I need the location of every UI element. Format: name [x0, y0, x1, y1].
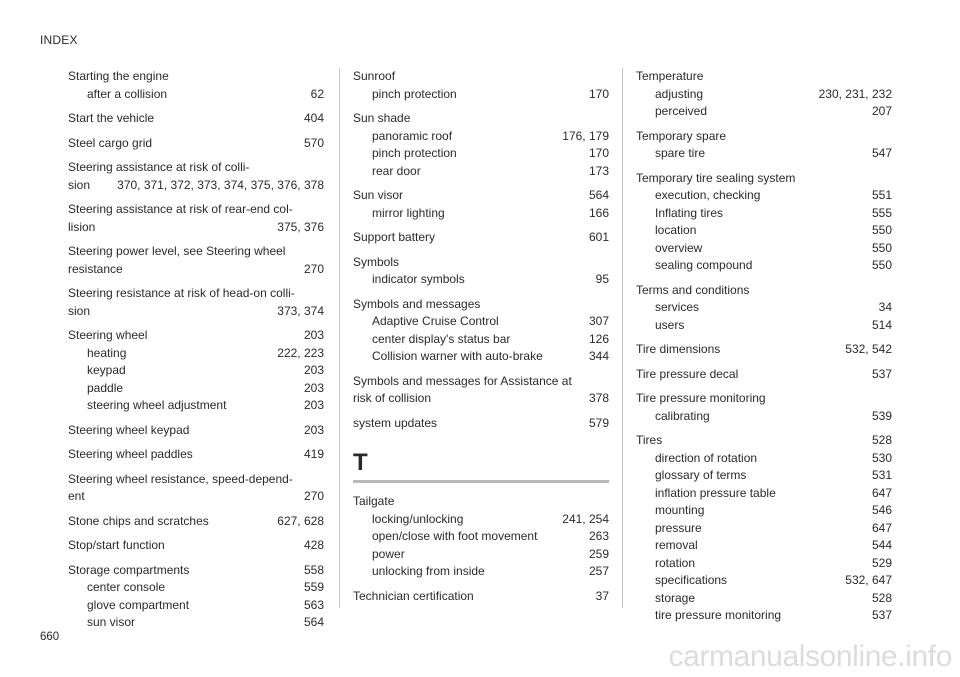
- sub-entry-page-ref[interactable]: 126: [588, 331, 609, 346]
- sub-entry-row: [353, 511, 609, 529]
- entry-row: [353, 68, 609, 86]
- entry-row: [636, 128, 892, 146]
- sub-entry-row: [636, 86, 892, 104]
- sub-entry-page-ref[interactable]: 564: [303, 615, 324, 629]
- entry-row: [636, 390, 892, 408]
- sub-entry-row: [636, 145, 892, 163]
- sub-entry-term: after a collision: [87, 86, 168, 101]
- sub-entry-row: [636, 450, 892, 468]
- entry-row: [68, 327, 324, 345]
- entry-row: [636, 170, 892, 188]
- index-entry: [68, 68, 324, 103]
- sub-entries: [353, 205, 609, 223]
- index-entry: [68, 446, 324, 464]
- sub-entry-term: Collision warner with auto-brake: [372, 349, 543, 363]
- entry-term: lision: [68, 219, 96, 234]
- sub-entries: [353, 511, 609, 581]
- sub-entry-row: [636, 502, 892, 520]
- section-letter-t: T: [353, 450, 609, 483]
- entry-row: [68, 261, 324, 279]
- sub-entry-row: [68, 614, 324, 632]
- sub-entries: [636, 450, 892, 625]
- sub-entry-row: [636, 317, 892, 335]
- sub-entry-page-ref[interactable]: 544: [871, 538, 892, 552]
- index-column-3: [622, 68, 892, 622]
- entry-term: Storage compartments: [68, 562, 190, 577]
- entry-term: Steering wheel paddles: [68, 447, 193, 461]
- index-entry: [68, 513, 324, 531]
- sub-entry-page-ref[interactable]: 62: [310, 86, 324, 101]
- sub-entry-row: [636, 607, 892, 625]
- entry-term: Temporary tire sealing system: [636, 170, 796, 185]
- entry-row: [353, 390, 609, 408]
- sub-entries: [353, 86, 609, 104]
- sub-entry-term: sun visor: [87, 615, 136, 629]
- index-entry: [68, 159, 324, 194]
- sub-entry-row: [353, 271, 609, 289]
- entry-page-ref[interactable]: 558: [303, 562, 324, 577]
- column-2-entries: [353, 68, 609, 432]
- entry-page-ref[interactable]: 537: [871, 366, 892, 381]
- sub-entry-page-ref[interactable]: 532, 647: [845, 573, 892, 587]
- sub-entry-term: removal: [655, 538, 698, 552]
- sub-entry-page-ref[interactable]: 263: [588, 529, 609, 543]
- sub-entry-row: [353, 563, 609, 581]
- sub-entry-row: [68, 380, 324, 398]
- entry-row: [68, 446, 324, 464]
- sub-entry-term: center console: [87, 580, 166, 594]
- sub-entry-row: [68, 345, 324, 363]
- entry-page-ref[interactable]: 528: [871, 433, 892, 447]
- index-entry: [636, 341, 892, 359]
- sub-entry-row: [636, 205, 892, 223]
- sub-entries: [353, 271, 609, 289]
- sub-entry-row: [353, 163, 609, 181]
- sub-entry-term: mirror lighting: [372, 205, 445, 220]
- index-entry: [353, 373, 609, 408]
- index-entry: [353, 588, 609, 606]
- sub-entry-row: [353, 348, 609, 366]
- entry-term: system updates: [353, 415, 438, 430]
- entry-row: [353, 229, 609, 247]
- sub-entry-page-ref[interactable]: 307: [588, 314, 609, 328]
- sub-entry-row: [353, 128, 609, 146]
- sub-entry-page-ref[interactable]: 539: [871, 408, 892, 423]
- index-entry: [636, 170, 892, 275]
- sub-entry-term: overview: [655, 240, 703, 255]
- entry-term: risk of collision: [353, 391, 432, 405]
- entry-term-line: Symbols and messages for Assistance at: [353, 373, 572, 388]
- sub-entry-page-ref[interactable]: 173: [588, 163, 609, 178]
- sub-entry-page-ref[interactable]: 207: [871, 104, 892, 118]
- index-entry: [353, 229, 609, 247]
- sub-entry-term: pinch protection: [372, 146, 457, 160]
- column-2-t-entries: [353, 493, 609, 605]
- index-entry: [68, 422, 324, 440]
- index-entry: [353, 415, 609, 433]
- entry-term: Stone chips and scratches: [68, 513, 209, 528]
- entry-term: Steering wheel keypad: [68, 422, 190, 437]
- sub-entry-row: [636, 467, 892, 485]
- entry-page-ref[interactable]: 627, 628: [277, 513, 324, 528]
- index-entry: [636, 282, 892, 335]
- entry-term: Sun shade: [353, 111, 411, 125]
- entry-row: [68, 135, 324, 153]
- index-entry: [353, 254, 609, 289]
- sub-entry-row: [68, 597, 324, 615]
- index-entry: [636, 390, 892, 425]
- sub-entry-term: center display's status bar: [372, 331, 511, 346]
- index-entry: [68, 135, 324, 153]
- entry-page-ref[interactable]: 378: [588, 391, 609, 405]
- sub-entries: [353, 313, 609, 366]
- sub-entries: [636, 187, 892, 275]
- entry-term: Tire pressure monitoring: [636, 391, 766, 405]
- sub-entry-term: locking/unlocking: [372, 511, 464, 526]
- sub-entry-page-ref[interactable]: 34: [878, 300, 892, 314]
- sub-entry-term: steering wheel adjustment: [87, 398, 227, 412]
- page-number: 660: [40, 631, 60, 643]
- sub-entry-term: sealing compound: [655, 258, 753, 272]
- entry-term: Tires: [636, 433, 663, 447]
- entry-term: Tailgate: [353, 494, 395, 508]
- sub-entry-row: [636, 590, 892, 608]
- sub-entry-term: inflation pressure table: [655, 485, 776, 500]
- sub-entry-page-ref[interactable]: 170: [588, 86, 609, 101]
- sub-entry-page-ref[interactable]: 170: [588, 146, 609, 160]
- entry-term: Terms and conditions: [636, 282, 750, 297]
- entry-row: [353, 588, 609, 606]
- entry-page-ref[interactable]: 404: [303, 111, 324, 125]
- sub-entry-row: [636, 520, 892, 538]
- index-entry: [636, 68, 892, 121]
- index-entry: [636, 128, 892, 163]
- index-entry: [68, 110, 324, 128]
- sub-entry-row: [636, 485, 892, 503]
- entry-page-ref[interactable]: 419: [303, 447, 324, 461]
- index-entry: [353, 493, 609, 581]
- index-column-2: [339, 68, 608, 608]
- sub-entry-page-ref[interactable]: 95: [595, 272, 609, 286]
- sub-entry-term: pressure: [655, 520, 702, 535]
- sub-entry-term: indicator symbols: [372, 272, 465, 286]
- sub-entry-row: [68, 397, 324, 415]
- sub-entry-page-ref[interactable]: 550: [871, 223, 892, 237]
- sub-entry-page-ref[interactable]: 550: [871, 240, 892, 255]
- index-column-1: [68, 68, 324, 639]
- entry-row: [68, 110, 324, 128]
- sub-entries: [636, 408, 892, 426]
- entry-term: Stop/start function: [68, 538, 165, 552]
- sub-entry-page-ref[interactable]: 551: [871, 188, 892, 202]
- entry-page-ref[interactable]: 203: [303, 328, 324, 342]
- sub-entry-term: tire pressure monitoring: [655, 608, 782, 622]
- entry-term: Sunroof: [353, 69, 396, 83]
- sub-entry-term: power: [372, 546, 405, 561]
- sub-entry-row: [353, 546, 609, 564]
- sub-entry-term: unlocking from inside: [372, 564, 485, 578]
- entry-term: Start the vehicle: [68, 111, 155, 125]
- sub-entry-row: [353, 86, 609, 104]
- sub-entry-term: rotation: [655, 555, 696, 570]
- sub-entry-page-ref[interactable]: 203: [303, 380, 324, 395]
- sub-entry-term: keypad: [87, 363, 126, 377]
- entry-row: [636, 341, 892, 359]
- index-entry: [68, 201, 324, 236]
- entry-term: sion: [68, 177, 91, 192]
- sub-entry-row: [68, 86, 324, 104]
- entry-page-ref[interactable]: 270: [303, 261, 324, 276]
- index-entry: [353, 296, 609, 366]
- sub-entry-row: [68, 362, 324, 380]
- sub-entry-page-ref[interactable]: 259: [588, 546, 609, 561]
- sub-entry-page-ref[interactable]: 546: [871, 503, 892, 517]
- sub-entries: [636, 86, 892, 121]
- entry-term: Tire dimensions: [636, 342, 721, 356]
- sub-entry-term: panoramic roof: [372, 128, 453, 143]
- sub-entry-page-ref[interactable]: 550: [871, 258, 892, 272]
- sub-entry-page-ref[interactable]: 530: [871, 450, 892, 465]
- entry-term: Tire pressure decal: [636, 366, 739, 381]
- entry-page-ref[interactable]: 579: [588, 415, 609, 430]
- sub-entry-term: glossary of terms: [655, 468, 747, 482]
- sub-entry-term: calibrating: [655, 408, 710, 423]
- sub-entry-page-ref[interactable]: 528: [871, 590, 892, 605]
- entry-row: [636, 282, 892, 300]
- entry-page-ref[interactable]: 570: [303, 135, 324, 150]
- sub-entry-page-ref[interactable]: 203: [303, 363, 324, 377]
- entry-row: [636, 366, 892, 384]
- entry-page-ref[interactable]: 428: [303, 538, 324, 552]
- sub-entry-row: [636, 103, 892, 121]
- sub-entry-page-ref[interactable]: 647: [871, 485, 892, 500]
- entry-term-line: Steering power level, see Steering wheel: [68, 244, 286, 258]
- entry-row: [353, 254, 609, 272]
- sub-entry-row: [636, 257, 892, 275]
- sub-entry-row: [636, 299, 892, 317]
- entry-page-ref[interactable]: 601: [588, 230, 609, 244]
- sub-entry-term: glove compartment: [87, 597, 190, 612]
- entry-row: [636, 432, 892, 450]
- entry-row: [68, 488, 324, 506]
- sub-entry-row: [636, 572, 892, 590]
- sub-entry-page-ref[interactable]: 222, 223: [277, 345, 324, 360]
- sub-entry-page-ref[interactable]: 230, 231, 232: [818, 86, 892, 101]
- sub-entry-term: storage: [655, 590, 696, 605]
- sub-entry-page-ref[interactable]: 166: [588, 205, 609, 220]
- sub-entries: [68, 345, 324, 415]
- sub-entry-row: [353, 528, 609, 546]
- sub-entry-row: [353, 331, 609, 349]
- sub-entry-term: rear door: [372, 163, 421, 178]
- sub-entry-page-ref[interactable]: 344: [588, 349, 609, 363]
- index-entry: [68, 243, 324, 278]
- entry-term: ent: [68, 489, 85, 503]
- index-entry: [636, 432, 892, 625]
- sub-entries: [353, 128, 609, 181]
- entry-row: [353, 110, 609, 128]
- column-3-entries: [636, 68, 892, 625]
- sub-entry-row: [636, 222, 892, 240]
- sub-entry-page-ref[interactable]: 257: [588, 564, 609, 578]
- sub-entry-term: open/close with foot movement: [372, 529, 538, 543]
- sub-entry-page-ref[interactable]: 203: [303, 398, 324, 412]
- entry-term-line: Steering assistance at risk of rear-end col-: [68, 202, 293, 216]
- index-entry: [68, 471, 324, 506]
- sub-entry-row: [68, 579, 324, 597]
- watermark: carmanualsonline.info: [668, 640, 952, 673]
- sub-entry-row: [636, 240, 892, 258]
- entry-term-line: Steering assistance at risk of colli-: [68, 160, 250, 174]
- sub-entry-term: adjusting: [655, 86, 704, 101]
- sub-entry-page-ref[interactable]: 529: [871, 555, 892, 570]
- entry-page-ref[interactable]: 532, 542: [845, 342, 892, 356]
- sub-entry-page-ref[interactable]: 531: [871, 468, 892, 482]
- sub-entry-page-ref[interactable]: 537: [871, 608, 892, 622]
- sub-entry-page-ref[interactable]: 176, 179: [562, 128, 609, 143]
- index-entry: [353, 110, 609, 180]
- sub-entry-row: [353, 313, 609, 331]
- index-entry: [68, 285, 324, 320]
- index-entry: [68, 327, 324, 415]
- sub-entry-term: direction of rotation: [655, 450, 758, 465]
- entry-row: [68, 177, 324, 195]
- entry-term: Symbols and messages: [353, 296, 481, 311]
- sub-entry-term: paddle: [87, 380, 124, 395]
- entry-row: [353, 296, 609, 314]
- entry-term: sion: [68, 303, 91, 318]
- sub-entries: [68, 579, 324, 632]
- entry-row: [353, 415, 609, 433]
- sub-entry-page-ref[interactable]: 647: [871, 520, 892, 535]
- index-entry: [636, 366, 892, 384]
- entry-term: Steel cargo grid: [68, 135, 153, 150]
- page-header: INDEX: [40, 33, 78, 47]
- sub-entry-page-ref[interactable]: 514: [871, 317, 892, 332]
- entry-page-ref[interactable]: 270: [303, 489, 324, 503]
- sub-entry-term: users: [655, 317, 685, 332]
- sub-entry-term: pinch protection: [372, 86, 457, 101]
- index-entry: [68, 537, 324, 555]
- sub-entry-term: Inflating tires: [655, 205, 724, 220]
- entry-row: [68, 219, 324, 237]
- entry-term: Steering wheel: [68, 328, 148, 342]
- sub-entries: [636, 299, 892, 334]
- sub-entry-term: location: [655, 223, 697, 237]
- entry-term: resistance: [68, 261, 123, 276]
- entry-page-ref[interactable]: 203: [303, 422, 324, 437]
- sub-entry-row: [636, 537, 892, 555]
- sub-entry-page-ref[interactable]: 241, 254: [562, 511, 609, 526]
- sub-entry-term: spare tire: [655, 146, 706, 160]
- entry-term: Technician certification: [353, 588, 474, 603]
- entry-row: [68, 562, 324, 580]
- sub-entry-term: Adaptive Cruise Control: [372, 314, 499, 328]
- entry-term: Temporary spare: [636, 128, 727, 143]
- index-entry: [353, 187, 609, 222]
- entry-term: Support battery: [353, 230, 436, 244]
- entry-term: Starting the engine: [68, 69, 169, 83]
- sub-entry-page-ref[interactable]: 563: [303, 597, 324, 612]
- entry-page-ref[interactable]: 370, 371, 372, 373, 374, 375, 376, 378: [117, 177, 324, 192]
- entry-row: [68, 537, 324, 555]
- entry-term-line: Steering resistance at risk of head-on colli-: [68, 286, 295, 300]
- sub-entry-term: perceived: [655, 104, 708, 118]
- sub-entry-term: heating: [87, 345, 127, 360]
- entry-term: Temperature: [636, 69, 704, 83]
- entry-row: [68, 422, 324, 440]
- sub-entry-row: [353, 145, 609, 163]
- entry-row: [636, 68, 892, 86]
- entry-row: [353, 493, 609, 511]
- sub-entry-term: execution, checking: [655, 188, 761, 202]
- sub-entry-row: [636, 555, 892, 573]
- entry-row: [68, 68, 324, 86]
- sub-entry-row: [636, 408, 892, 426]
- entry-row: [68, 303, 324, 321]
- sub-entry-row: [636, 187, 892, 205]
- entry-term-line: Steering wheel resistance, speed-depend-: [68, 471, 293, 486]
- entry-row: [68, 513, 324, 531]
- entry-page-ref[interactable]: 375, 376: [277, 219, 324, 234]
- entry-page-ref[interactable]: 37: [595, 588, 609, 603]
- sub-entries: [68, 86, 324, 104]
- sub-entries: [636, 145, 892, 163]
- sub-entry-row: [353, 205, 609, 223]
- index-entry: [68, 562, 324, 632]
- entry-page-ref[interactable]: 564: [588, 188, 609, 202]
- sub-entry-term: mounting: [655, 503, 705, 517]
- entry-page-ref[interactable]: 373, 374: [277, 303, 324, 318]
- sub-entry-page-ref[interactable]: 555: [871, 205, 892, 220]
- index-entry: [353, 68, 609, 103]
- sub-entry-term: services: [655, 300, 700, 314]
- sub-entry-term: specifications: [655, 573, 728, 587]
- entry-term: Sun visor: [353, 188, 404, 202]
- entry-term: Symbols: [353, 254, 400, 269]
- sub-entry-page-ref[interactable]: 547: [871, 146, 892, 160]
- entry-row: [353, 187, 609, 205]
- sub-entry-page-ref[interactable]: 559: [303, 580, 324, 594]
